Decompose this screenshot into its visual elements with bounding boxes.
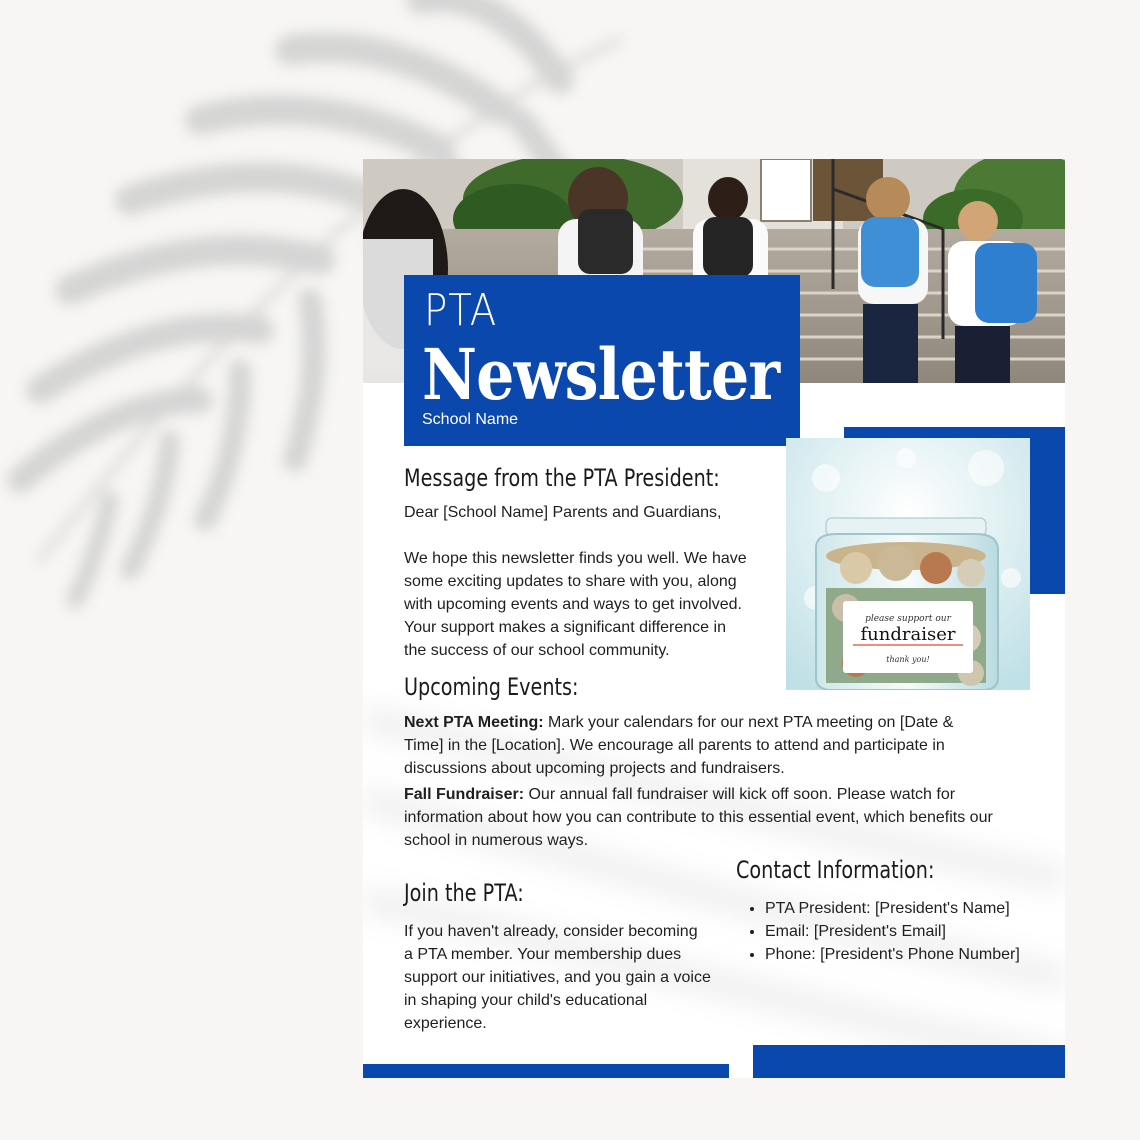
event-text: information about how you can contribute to this essential event, which benefits our (404, 809, 993, 826)
president-line: some exciting updates to share with you, along (404, 573, 737, 590)
fundraiser-jar-photo (786, 438, 1030, 690)
join-text (404, 920, 734, 1035)
title-pta: PTA (424, 285, 498, 336)
contact-heading: Contact Information: (736, 856, 935, 884)
jar-card-line3: thank you! (886, 655, 930, 664)
event-text: Time] in the [Location]. We encourage all parents to attend and participate in (404, 737, 945, 754)
events-heading: Upcoming Events: (404, 673, 579, 701)
join-heading: Join the PTA: (404, 879, 524, 907)
president-message (404, 501, 784, 662)
president-line: with upcoming events and ways to get involved. (404, 596, 742, 613)
school-name: School Name (422, 411, 519, 428)
event-item (404, 711, 1044, 734)
title-block (404, 275, 800, 446)
event-label: Fall Fundraiser: (404, 786, 525, 803)
event-text: Our annual fall fundraiser will kick off soon. Please watch for (524, 786, 956, 803)
contact-item: • Phone: [President's Phone Number] (765, 943, 1020, 966)
event-item (404, 783, 1044, 806)
jar-card-line2: fundraiser (860, 624, 956, 645)
contact-item: • Email: [President's Email] (765, 920, 1020, 943)
join-line: a PTA member. Your membership dues (404, 946, 682, 963)
event-label: Next PTA Meeting: (404, 714, 544, 731)
join-line: support our initiatives, and you gain a voice (404, 969, 711, 986)
contact-item: • PTA President: [President's Name] (765, 897, 1020, 920)
president-heading: Message from the PTA President: (404, 464, 720, 492)
president-line: the success of our school community. (404, 642, 670, 659)
newsletter-page (363, 159, 1065, 1078)
accent-bar-bottom-right (753, 1045, 1065, 1078)
president-line: We hope this newsletter finds you well. We have (404, 550, 747, 567)
join-line: in shaping your child's educational (404, 992, 648, 1009)
jar-card-line1: please support our (865, 614, 951, 624)
president-line: Your support makes a significant difference in (404, 619, 726, 636)
president-greeting: Dear [School Name] Parents and Guardians, (404, 504, 722, 521)
event-text: discussions about upcoming projects and fundraisers. (404, 760, 785, 777)
join-line: experience. (404, 1015, 487, 1032)
events-list (404, 711, 1044, 852)
event-text: school in numerous ways. (404, 832, 589, 849)
join-line: If you haven't already, consider becoming (404, 923, 698, 940)
title-newsletter: Newsletter (422, 333, 780, 416)
event-text: Mark your calendars for our next PTA meeting on [Date & (543, 714, 954, 731)
accent-bar-bottom-left (363, 1064, 729, 1078)
contact-list (747, 897, 1020, 966)
